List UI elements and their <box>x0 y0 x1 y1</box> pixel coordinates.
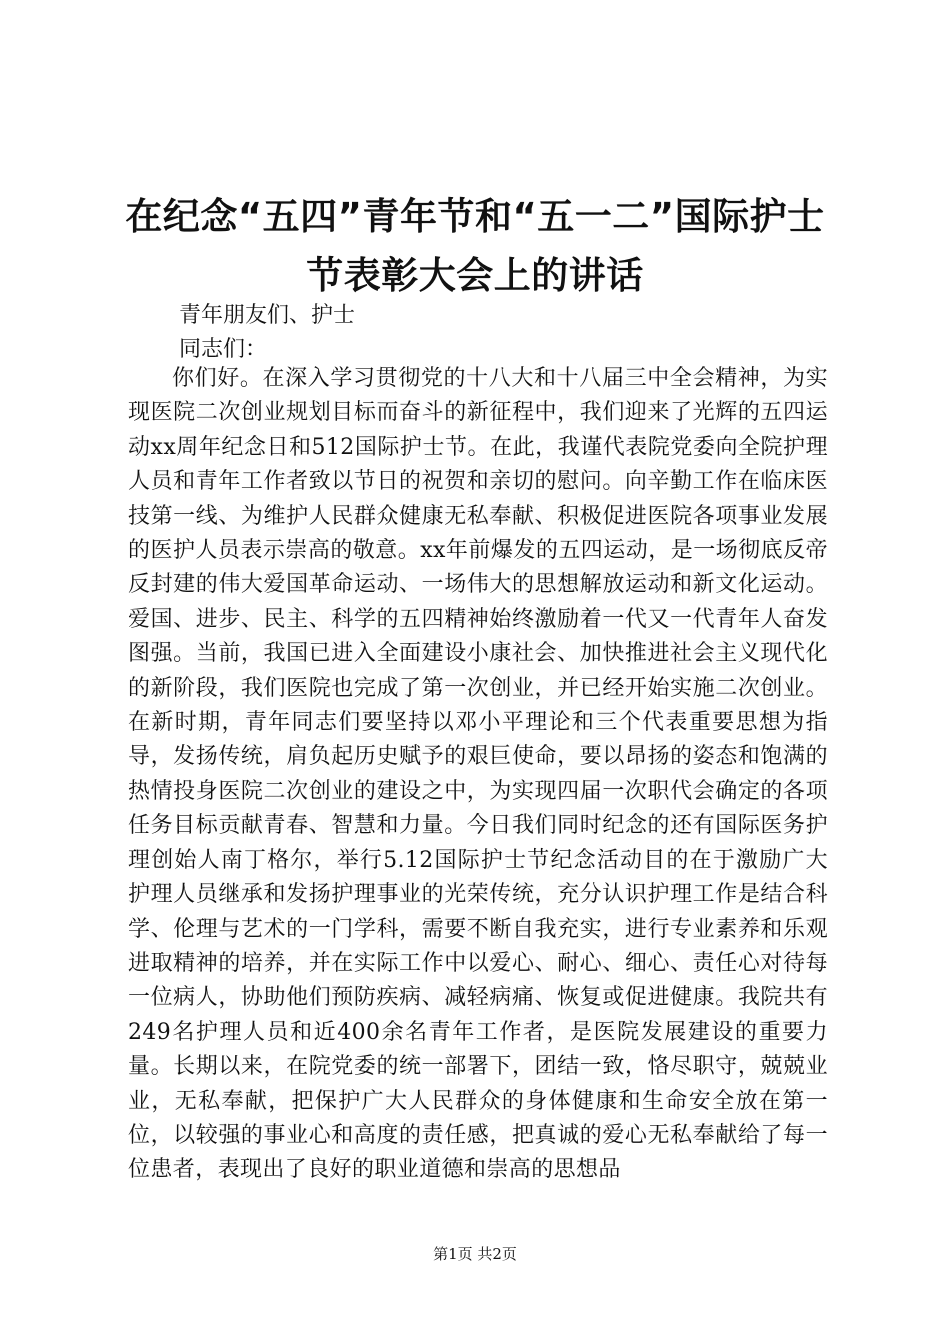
page-number-footer: 第1页 共2页 <box>433 1245 517 1263</box>
salutation-line-1: 青年朋友们、护士 <box>179 303 356 328</box>
speech-body-paragraph: 你们好。在深入学习贯彻党的十八大和十八届三中全会精神，为实现医院二次创业规划目标而奋斗的新征程中，我们迎来了光辉的五四运动xx周年纪念日和512国际护士节。在此，我谨代表院党委向全院护理人员和青年工作者致以节日的祝贺和亲切的慰问。向辛勤工作在临床医技第一线、为维护人民群众健康无私奉献、积极促进医院各项事业发展的医护人员表示崇高的敬意。xx年前爆发的五四运动，是一场彻底反帝反封建的伟大爱国革命运动、一场伟大的思想解放运动和新文化运动。爱国、进步、民主、科学的五四精神始终激励着一代又一代青年人奋发图强。当前，我国已进入全面建设小康社会、加快推进社会主义现代化的新阶段，我们医院也完成了第一次创业，并已经开始实施二次创业。在新时期，青年同志们要坚持以邓小平理论和三个代表重要思想为指导，发扬传统，肩负起历史赋予的艰巨使命，要以昂扬的姿态和饱满的热情投身医院二次创业的建设之中，为实现四届一次职代会确定的各项任务目标贡献青春、智慧和力量。今日我们同时纪念的还有国际医务护理创始人南丁格尔，举行5.12国际护士节纪念活动目的在于激励广大护理人员继承和发扬护理事业的光荣传统，充分认识护理工作是结合科学、伦理与艺术的一门学科，需要不断自我充实，进行专业素养和乐观进取精神的培养，并在实际工作中以爱心、耐心、细心、责任心对待每一位病人，协助他们预防疾病、减轻病痛、恢复或促进健康。我院共有249名护理人员和近400余名青年工作者，是医院发展建设的重要力量。长期以来，在院党委的统一部署下，团结一致，恪尽职守，兢兢业业，无私奉献，把保护广大人民群众的身体健康和生命安全放在第一位，以较强的事业心和高度的责任感，把真诚的爱心无私奉献给了每一位患者，表现出了良好的职业道德和崇高的思想品 <box>128 366 828 1183</box>
document-title-line-1: 在纪念“五四”青年节和“五一二”国际护士 <box>125 195 825 238</box>
salutation-line-2: 同志们： <box>179 337 268 362</box>
document-title-line-2: 节表彰大会上的讲话 <box>306 254 644 297</box>
